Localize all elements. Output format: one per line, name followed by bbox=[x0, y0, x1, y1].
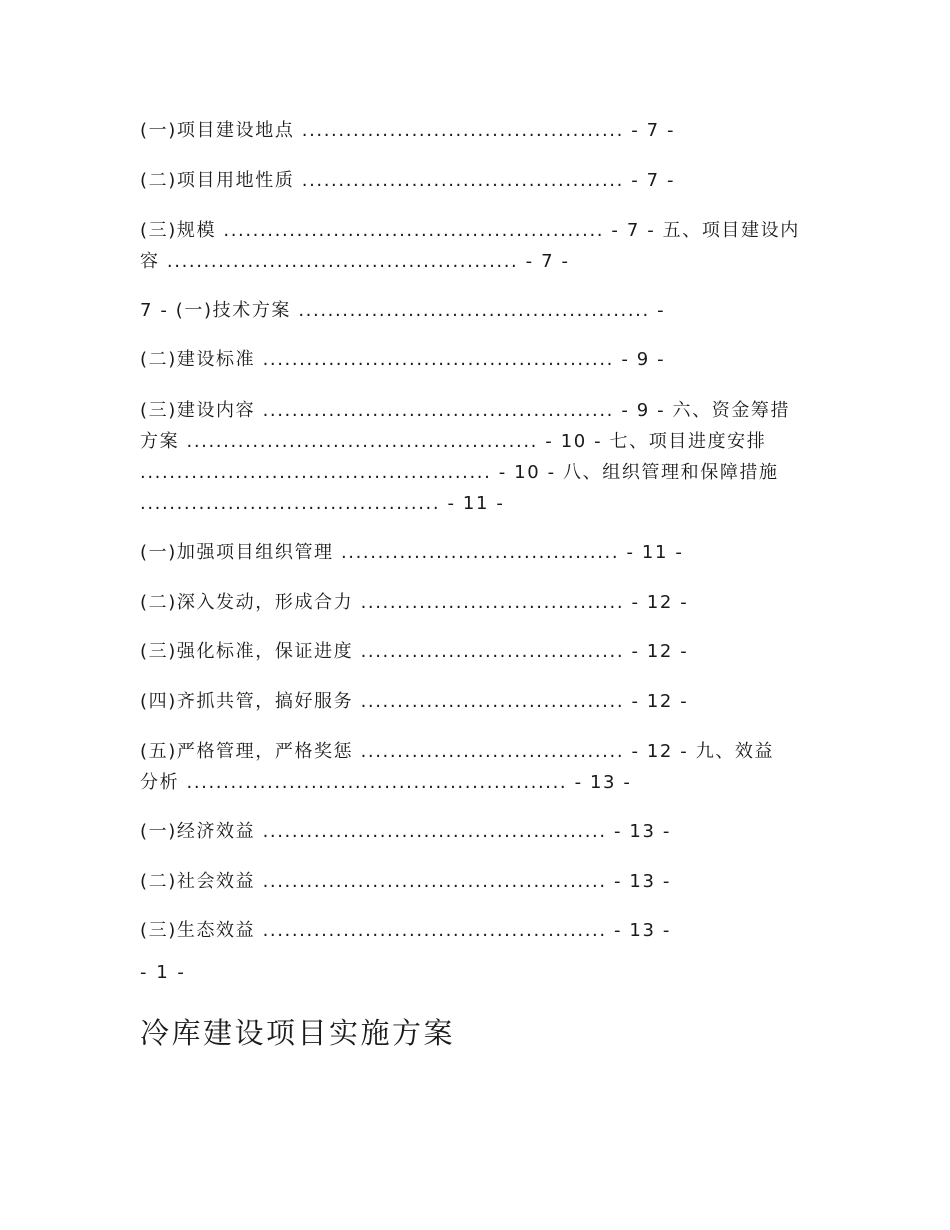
toc-line: (三)规模 .................................................... - 7 - 五、项目建设内 bbox=[140, 220, 800, 241]
toc-line: (二)深入发动，形成合力 .................................... - 12 - bbox=[140, 592, 689, 613]
toc-line: 容 ................................................ - 7 - bbox=[140, 251, 570, 272]
toc-line: (一)经济效益 ............................................... - 13 - bbox=[140, 821, 671, 842]
toc-line: (二)项目用地性质 ............................................ - 7 - bbox=[140, 170, 676, 191]
toc-line: (三)生态效益 ............................................... - 13 - bbox=[140, 920, 671, 941]
toc-line: ......................................... - 11 - bbox=[140, 493, 505, 514]
document-title: 冷库建设项目实施方案 bbox=[140, 1016, 456, 1050]
toc-line: (五)严格管理，严格奖惩 .................................... - 12 - 九、效益 bbox=[140, 741, 775, 762]
toc-line: (三)建设内容 ................................................ - 9 - 六、资金筹措 bbox=[140, 400, 791, 421]
toc-line: ................................................ - 10 - 八、组织管理和保障措施 bbox=[140, 462, 779, 483]
toc-line: 分析 .................................................... - 13 - bbox=[140, 772, 632, 793]
toc-line: (二)社会效益 ............................................... - 13 - bbox=[140, 871, 671, 892]
page-number: - 1 - bbox=[140, 962, 186, 983]
toc-line: 7 - (一)技术方案 ................................................ - bbox=[140, 300, 666, 321]
toc-line: 方案 ................................................ - 10 - 七、项目进度安排 bbox=[140, 431, 767, 452]
toc-line: (二)建设标准 ................................................ - 9 - bbox=[140, 349, 666, 370]
toc-line: (一)项目建设地点 ............................................ - 7 - bbox=[140, 120, 676, 141]
toc-line: (一)加强项目组织管理 ...................................... - 11 - bbox=[140, 542, 684, 563]
toc-line: (三)强化标准，保证进度 .................................... - 12 - bbox=[140, 641, 689, 662]
toc-line: (四)齐抓共管，搞好服务 .................................... - 12 - bbox=[140, 691, 689, 712]
